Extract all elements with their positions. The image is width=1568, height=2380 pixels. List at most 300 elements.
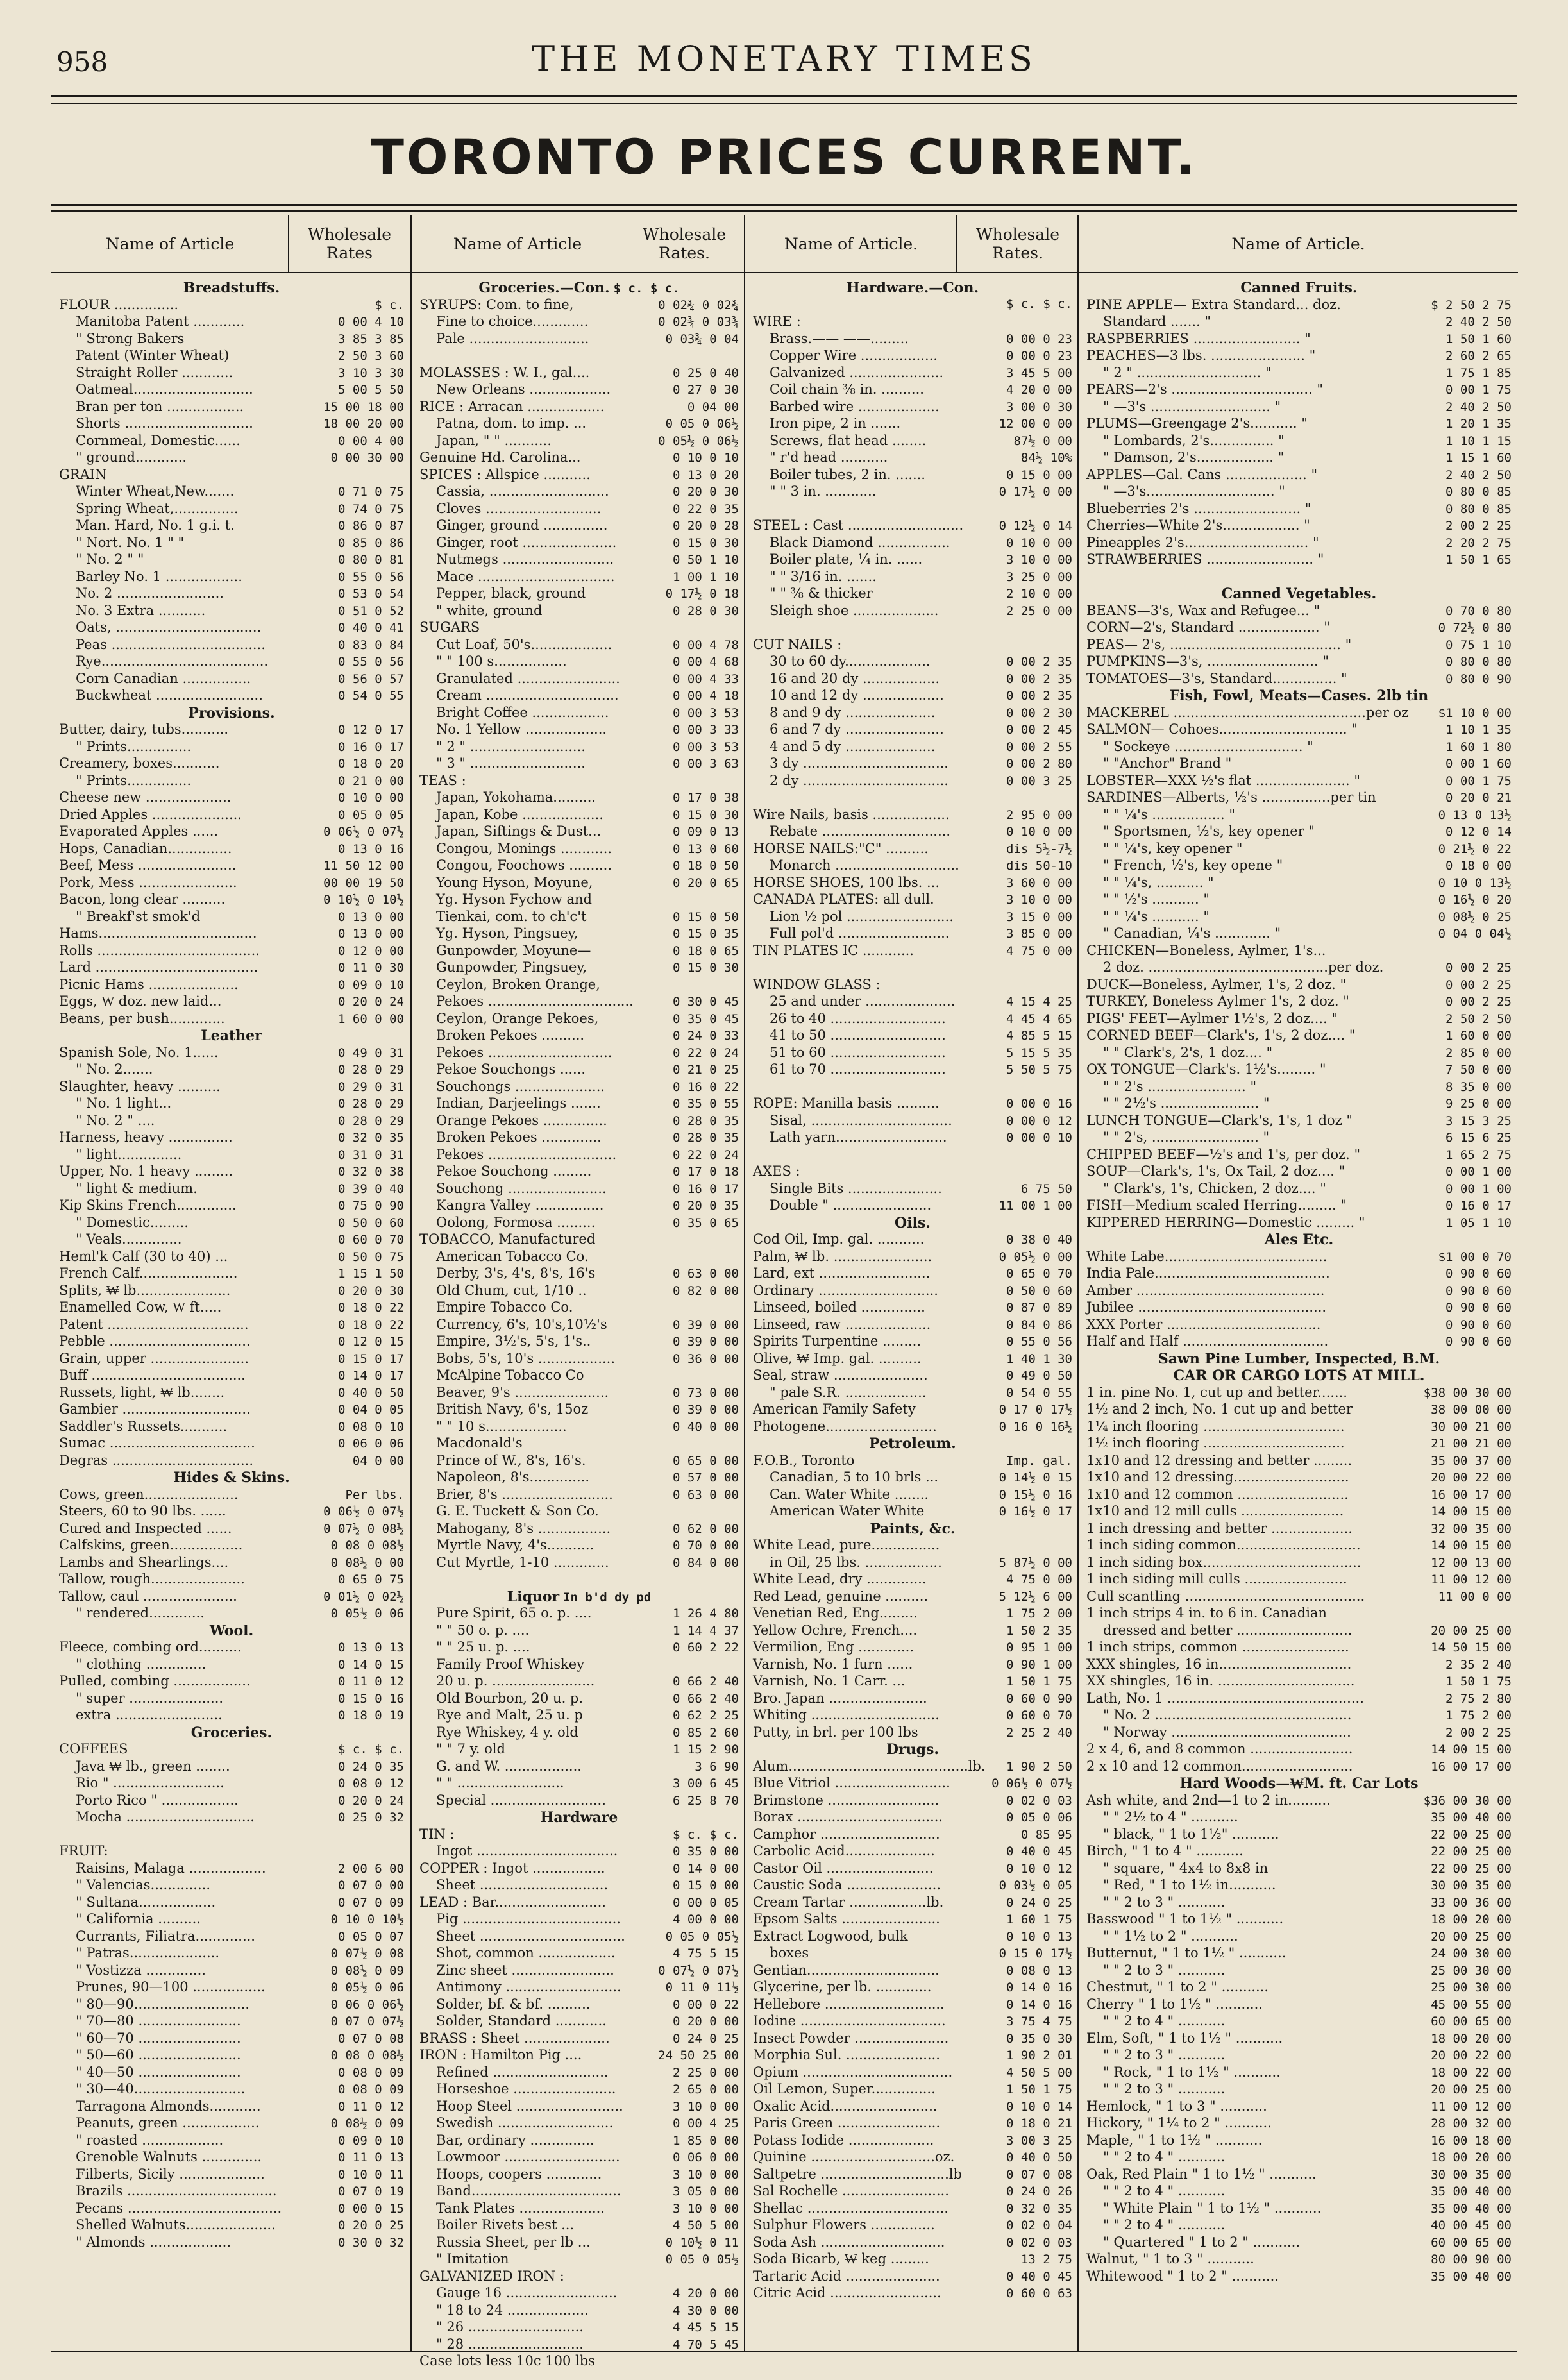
article-name: Seal, straw ......................: [753, 1367, 928, 1383]
article-name: " 40—50 ........................: [76, 2064, 241, 2080]
wholesale-rate: 0 35 0 55: [673, 1097, 739, 1111]
wholesale-rate: 0 15 0 30: [673, 536, 739, 550]
price-row: [59, 891, 404, 909]
article-name: Hams.....................................: [59, 925, 257, 941]
price-row: [419, 1453, 739, 1470]
article-name: Young Hyson, Moyune,: [436, 874, 593, 890]
price-row: [419, 1503, 739, 1521]
article-name: Linseed, boiled ...............: [753, 1299, 925, 1315]
wholesale-rate: 0 14 0 16: [1006, 1980, 1072, 1995]
wholesale-rate: 0 50 1 10: [673, 553, 739, 567]
wholesale-rate: 0 12 0 15: [338, 1335, 404, 1349]
wholesale-rate: 0 11 0 12: [338, 1675, 404, 1689]
wholesale-rate: 0 84 0 00: [673, 1555, 739, 1570]
price-row: [419, 1129, 739, 1147]
price-row: [419, 1691, 739, 1708]
wholesale-rate: 87½ 0 00: [1013, 434, 1072, 448]
article-name: Japan, Yokohama..........: [436, 789, 596, 805]
article-name: Peas ....................................: [76, 636, 266, 652]
price-row: [59, 1283, 404, 1300]
wholesale-rate: 20 00 22 00: [1431, 1471, 1512, 1485]
section-heading: [419, 1809, 739, 1827]
article-name: Buff ....................................: [59, 1367, 246, 1383]
article-name: No. 2 .........................: [76, 586, 224, 601]
article-name: Tartaric Acid ......................: [753, 2268, 940, 2284]
wholesale-rate: 22 00 25 00: [1431, 1827, 1512, 1842]
article-name: Kip Skins French..............: [59, 1197, 237, 1213]
article-name: Beef, Mess .......................: [59, 857, 237, 873]
price-row: [753, 1487, 1072, 1504]
wholesale-rate: 0 38 0 40: [1006, 1233, 1072, 1247]
wholesale-rate: 1 15 1 60: [1446, 451, 1512, 465]
article-name: " Strong Bakers: [76, 330, 185, 346]
wholesale-rate: 0 18 0 19: [338, 1709, 404, 1723]
price-row: [59, 297, 404, 314]
wholesale-rate: 2 20 2 75: [1446, 536, 1512, 550]
wholesale-rate: 0 40 0 00: [673, 1419, 739, 1434]
article-name: TEAS :: [419, 772, 466, 788]
wholesale-rate: 0 14 0 17: [338, 1369, 404, 1383]
price-row: [419, 1367, 739, 1385]
price-row: [419, 1317, 739, 1334]
wholesale-rate: 0 00 0 10: [1006, 1131, 1072, 1145]
article-name: " Prints...............: [76, 772, 192, 788]
article-name: " pale S.R. ...................: [770, 1384, 927, 1400]
article-name: Quinine .............................oz.: [753, 2149, 955, 2165]
section-heading: [1086, 1367, 1512, 1385]
price-row: [419, 1843, 739, 1861]
article-name: 1x10 and 12 mill culls ........................: [1086, 1503, 1344, 1519]
price-row: [419, 1962, 739, 1980]
price-row: [1086, 1265, 1512, 1283]
wholesale-rate: 0 10½ 0 11: [665, 2235, 739, 2250]
price-row: [1086, 382, 1512, 399]
price-row: [753, 1385, 1072, 1402]
price-row: [753, 518, 1072, 535]
article-name: India Pale.........................................: [1086, 1265, 1330, 1281]
price-row: [419, 2268, 739, 2286]
article-name: Pekoes ..................................: [436, 993, 634, 1009]
price-row: [59, 1605, 404, 1623]
wholesale-rate: 0 49 0 50: [1006, 1369, 1072, 1383]
price-row: [753, 586, 1072, 603]
article-name: XXX Porter ....................................: [1086, 1316, 1321, 1332]
price-row: [419, 2183, 739, 2200]
wholesale-rate: 1 50 1 75: [1006, 2082, 1072, 2097]
wholesale-rate: 5 15 5 35: [1006, 1045, 1072, 1060]
wholesale-rate: 3 10 0 00: [673, 2167, 739, 2182]
wholesale-rate: 0 14½ 0 15: [999, 1471, 1072, 1485]
wholesale-rate: 1 60 0 00: [338, 1011, 404, 1026]
article-name: No. 1 Yellow ...................: [436, 722, 607, 737]
wholesale-rate: 0 28 0 35: [673, 1113, 739, 1128]
price-row: [419, 959, 739, 977]
article-name: " 80—90...........................: [76, 1996, 250, 2012]
wholesale-rate: 30 00 21 00: [1431, 1419, 1512, 1434]
wholesale-rate: 7 50 0 00: [1446, 1063, 1512, 1077]
wholesale-rate: 1 20 1 35: [1446, 417, 1512, 431]
price-row: [1086, 2098, 1512, 2116]
wholesale-rate: 0 50 0 60: [338, 1215, 404, 1230]
article-name: Myrtle Navy, 4's...........: [436, 1537, 594, 1553]
wholesale-rate: 9 25 0 00: [1446, 1097, 1512, 1111]
article-name: PUMPKINS—3's, .......................... ": [1086, 654, 1329, 669]
wholesale-rate: 0 16 0 17: [673, 1181, 739, 1196]
article-name: 2 x 4, 6, and 8 common ........................: [1086, 1741, 1353, 1757]
column-header: [745, 215, 1079, 273]
wholesale-rate: 45 00 55 00: [1431, 1997, 1512, 2012]
wholesale-rate: 5 50 5 75: [1006, 1063, 1072, 1077]
article-name: Tienkai, com. to ch'c't: [436, 908, 587, 924]
article-name: " Sultana..................: [76, 1894, 216, 1910]
price-row: [753, 1996, 1072, 2014]
wholesale-rate: 11 00 0 00: [1438, 1589, 1512, 1604]
price-row: [1086, 1469, 1512, 1487]
wholesale-rate: 0 90 0 60: [1446, 1267, 1512, 1281]
price-row: [59, 1299, 404, 1317]
article-name: Cloves ...........................: [436, 500, 602, 516]
price-row: [419, 399, 739, 416]
article-name: Cod Oil, Imp. gal. ...........: [753, 1231, 925, 1247]
article-name: Rye.......................................: [76, 654, 269, 669]
masthead: THE MONETARY TIMES: [532, 38, 1036, 79]
wholesale-rate: 4 00 0 00: [673, 1912, 739, 1927]
wholesale-rate: 0 06½ 0 07½: [323, 1505, 404, 1519]
price-row: [753, 484, 1072, 501]
wholesale-rate: 0 63 0 00: [673, 1487, 739, 1502]
article-name: Fleece, combing ord..........: [59, 1639, 242, 1655]
article-name: Granulated ........................: [436, 670, 620, 686]
price-row: [59, 1435, 404, 1453]
article-name: TOMATOES—3's, Standard............... ": [1086, 670, 1347, 686]
wholesale-rate: 0 57 0 00: [673, 1471, 739, 1485]
article-name: Lowmoor ...........................: [436, 2149, 620, 2165]
price-row: [419, 331, 739, 348]
price-row: [419, 2251, 739, 2268]
wholesale-rate: 2 40 2 50: [1446, 468, 1512, 482]
wholesale-rate: Imp. gal.: [1006, 1453, 1072, 1468]
title-rule: [51, 204, 1517, 206]
wholesale-rate: 0 24 0 25: [1006, 1895, 1072, 1910]
article-name: Birch, " 1 to 4 " ...........: [1086, 1843, 1243, 1859]
wholesale-rate: 4 50 5 00: [673, 2218, 739, 2232]
wholesale-rate: 20 00 25 00: [1431, 2082, 1512, 2097]
wholesale-rate: 0 39 0 00: [673, 1317, 739, 1332]
article-name: Hoops, coopers .............: [436, 2166, 602, 2182]
price-row: [753, 1265, 1072, 1283]
wholesale-rate: 0 10 0 13: [1006, 1929, 1072, 1944]
wholesale-rate: dis 50-10: [1006, 859, 1072, 873]
article-name: CAR OR CARGO LOTS AT MILL.: [1173, 1367, 1425, 1384]
wholesale-rate: 0 55 0 56: [338, 570, 404, 584]
price-row: [59, 2217, 404, 2234]
price-row: [1086, 1147, 1512, 1164]
price-row: [753, 1877, 1072, 1895]
wholesale-rate: 0 15 0 00: [1006, 468, 1072, 482]
article-name: " " 2 to 3 " ...........: [1103, 1894, 1226, 1910]
wholesale-rate: 0 28 0 35: [673, 1131, 739, 1145]
price-row: [419, 1725, 739, 1742]
wholesale-rate: 0 10½ 0 10½: [323, 893, 404, 907]
article-name: " 2 " ...........................: [436, 738, 586, 754]
wholesale-rate: 18 00 22 00: [1431, 2065, 1512, 2080]
wholesale-rate: 16 00 18 00: [1431, 2133, 1512, 2148]
price-row: [59, 823, 404, 841]
article-name: Hardware: [540, 1809, 618, 1826]
article-name: Napoleon, 8's..............: [436, 1469, 590, 1485]
article-name: Paris Green ........................: [753, 2115, 940, 2131]
price-row: [1086, 755, 1512, 773]
article-name: " " 2½ to 4 " ...........: [1103, 1809, 1238, 1825]
wholesale-rate: 0 40 0 41: [338, 621, 404, 635]
wholesale-rate: 0 07 0 19: [338, 2184, 404, 2199]
price-row: [1086, 569, 1512, 586]
wholesale-rate: 0 05 0 06½: [665, 417, 739, 431]
article-name: Galvanized ......................: [770, 364, 944, 380]
wholesale-rate: In b'd dy pd: [563, 1590, 652, 1605]
wholesale-rate: 0 13 0 00: [338, 909, 404, 924]
wholesale-rate: 0 02¾ 0 03¾: [658, 315, 739, 329]
wholesale-rate: 4 20 0 00: [673, 2286, 739, 2300]
wholesale-rate: 0 20 0 24: [338, 1793, 404, 1808]
price-row: [419, 620, 739, 637]
wholesale-rate: 2 75 2 80: [1446, 1691, 1512, 1706]
price-row: [753, 1333, 1072, 1351]
article-name: Case lots less 10c 100 lbs: [419, 2353, 595, 2368]
article-name: Eggs, ₩ doz. new laid...: [59, 993, 222, 1009]
price-row: [59, 1181, 404, 1198]
article-name: Harness, heavy ...............: [59, 1129, 233, 1145]
price-row: [753, 1979, 1072, 1996]
article-name: Liquor: [507, 1588, 560, 1605]
price-row: [59, 331, 404, 348]
article-name: 1½ and 2 inch, No. 1 cut up and better: [1086, 1401, 1353, 1417]
article-name: " " Clark's, 2's, 1 doz.... ": [1103, 1044, 1273, 1060]
article-name: Sleigh shoe ....................: [770, 602, 939, 618]
wholesale-rate: 1 10 1 15: [1446, 434, 1512, 448]
article-name: " light...............: [76, 1146, 182, 1162]
wholesale-rate: 0 17½ 0 18: [665, 587, 739, 601]
article-name: Java ₩ lb., green ........: [76, 1758, 230, 1774]
price-row: [1086, 1521, 1512, 1538]
article-name: BEANS—3's, Wax and Refugee... ": [1086, 602, 1320, 618]
price-column-3: [744, 215, 1079, 2351]
price-row: [1086, 2268, 1512, 2286]
article-name: " " 7 y. old: [436, 1741, 505, 1757]
article-name: " Veals..............: [76, 1231, 182, 1247]
price-row: [753, 2030, 1072, 2048]
article-name: Maple, " 1 to 1½ " ...........: [1086, 2132, 1263, 2148]
wholesale-rate: 0 40 0 45: [1006, 2269, 1072, 2284]
article-name: 1 inch strips, common .........................: [1086, 1639, 1349, 1655]
article-name: BRASS : Sheet ....................: [419, 2030, 610, 2046]
article-name: Hoop Steel .........................: [436, 2098, 623, 2114]
price-row: [419, 1469, 739, 1487]
wholesale-rate: 4 75 5 15: [673, 1946, 739, 1961]
article-name: in Oil, 25 lbs. ..................: [770, 1554, 942, 1570]
wholesale-rate: 0 05 0 06: [1006, 1810, 1072, 1825]
article-name: Spring Wheat,...............: [76, 500, 239, 516]
wholesale-rate: 0 21 0 00: [338, 773, 404, 788]
article-name: Oils.: [895, 1214, 931, 1231]
article-name: 41 to 50 ...........................: [770, 1027, 946, 1043]
price-row: [59, 959, 404, 977]
article-name: " 50—60 ........................: [76, 2047, 241, 2063]
article-name: Congou, Monings ............: [436, 840, 612, 856]
article-name: Cassia, ............................: [436, 484, 609, 499]
price-row: [753, 2268, 1072, 2286]
article-name: Epsom Salts .......................: [753, 1911, 940, 1927]
price-row: [59, 1215, 404, 1232]
article-name: Bar, ordinary ...............: [436, 2132, 594, 2148]
article-name: WINDOW GLASS :: [753, 976, 881, 992]
price-row: [419, 1707, 739, 1725]
article-name: Sheet ..............................: [436, 1877, 609, 1893]
article-name: 1 inch siding box.....................................: [1086, 1554, 1361, 1570]
wholesale-rate: 0 24 0 35: [338, 1759, 404, 1774]
article-name: " 30—40..........................: [76, 2081, 246, 2097]
wholesale-rate: 0 07 0 08: [338, 2031, 404, 2046]
article-name: Morphia Sul. ......................: [753, 2047, 940, 2063]
price-row: [59, 1911, 404, 1928]
price-column-4: [1077, 215, 1518, 2351]
price-row: [753, 1605, 1072, 1623]
wholesale-rate: 1 65 2 75: [1446, 1147, 1512, 1162]
article-name: " " 2 to 3 " ...........: [1103, 2081, 1226, 2097]
wholesale-rate: $36 00 30 00: [1423, 1793, 1512, 1808]
wholesale-rate: 0 55 0 56: [1006, 1335, 1072, 1349]
price-row: [59, 399, 404, 416]
wholesale-rate: 0 39 0 40: [338, 1181, 404, 1196]
section-heading: [1086, 586, 1512, 603]
wholesale-rate: 0 00 0 23: [1006, 332, 1072, 346]
wholesale-rate: 2 00 2 25: [1446, 519, 1512, 533]
wholesale-rate: 0 10 0 11: [338, 2167, 404, 2182]
price-row: [419, 909, 739, 926]
wholesale-rate: 1 90 2 50: [1006, 1759, 1072, 1774]
price-row: [419, 1197, 739, 1215]
article-name: Ginger, ground ...............: [436, 518, 608, 533]
wholesale-rate: 1 50 1 75: [1446, 1675, 1512, 1689]
price-row: [419, 1147, 739, 1164]
wholesale-rate: 0 60 0 70: [338, 1233, 404, 1247]
wholesale-rate: 0 11 0 13: [338, 2150, 404, 2165]
price-row: [419, 1435, 739, 1453]
article-name: Currency, 6's, 10's,10½'s: [436, 1316, 607, 1332]
article-name: SARDINES—Alberts, ½'s ................per tin: [1086, 789, 1376, 805]
price-row: [753, 2081, 1072, 2098]
wholesale-rate: 6 75 50: [1020, 1181, 1072, 1196]
price-row: [753, 1895, 1072, 1912]
article-name: Sheet ..................................: [436, 1928, 625, 1944]
article-name: Mahogany, 8's .................: [436, 1520, 611, 1536]
wholesale-rate: 0 50 0 60: [1006, 1283, 1072, 1298]
article-name: White Labe......................................: [1086, 1248, 1328, 1264]
article-name: 25 and under .....................: [770, 993, 956, 1009]
title-rule: [51, 210, 1517, 212]
price-row: [1086, 875, 1512, 892]
price-row: [1086, 1317, 1512, 1334]
wholesale-rate: 0 22 0 24: [673, 1045, 739, 1060]
price-row: [419, 993, 739, 1011]
price-row: [1086, 1928, 1512, 1946]
price-row: [1086, 1095, 1512, 1113]
price-row: [753, 1061, 1072, 1079]
article-name: LUNCH TONGUE—Clark's, 1's, 1 doz ": [1086, 1112, 1353, 1128]
wholesale-rate: 2 95 0 00: [1006, 807, 1072, 822]
price-row: [59, 688, 404, 705]
article-name: Lion ½ pol .........................: [770, 908, 954, 924]
wholesale-rate: 0 51 0 52: [338, 603, 404, 618]
article-name: FISH—Medium scaled Herring......... ": [1086, 1197, 1347, 1213]
price-row: [419, 2098, 739, 2116]
wholesale-rate: 18 00 20 00: [1431, 1912, 1512, 1927]
wholesale-rate: 0 56 0 57: [338, 671, 404, 686]
wholesale-rate: 0 66 2 40: [673, 1675, 739, 1689]
wholesale-rate: 0 84 0 86: [1006, 1317, 1072, 1332]
article-name: XX shingles, 16 in. ................................: [1086, 1673, 1355, 1689]
wholesale-rate: $1 00 0 70: [1438, 1249, 1512, 1264]
article-name: Nutmegs ..........................: [436, 552, 614, 567]
price-row: [419, 2319, 739, 2336]
wholesale-rate: 0 00 4 00: [338, 434, 404, 448]
price-row: [419, 1928, 739, 1946]
article-name: Solder, bf. & bf. ..........: [436, 1996, 591, 2012]
article-name: Refined ...........................: [436, 2064, 609, 2080]
article-name: 1 inch dressing and better ...................: [1086, 1520, 1353, 1536]
price-row: [1086, 552, 1512, 569]
price-row: [1086, 1571, 1512, 1589]
price-row: [1086, 467, 1512, 484]
wholesale-rate: 35 00 40 00: [1431, 1810, 1512, 1825]
article-name: Beaver, 9's ......................: [436, 1384, 609, 1400]
price-row: [1086, 603, 1512, 620]
article-name: Souchongs .....................: [436, 1078, 605, 1094]
article-name: Red Lead, genuine ..........: [753, 1588, 929, 1604]
wholesale-rate: 0 06½ 0 07½: [323, 825, 404, 839]
price-row: [753, 925, 1072, 943]
article-name: " French, ½'s, key opene ": [1103, 857, 1283, 873]
article-name: Lath, No. 1 ..............................................: [1086, 1690, 1364, 1706]
price-row: [419, 1299, 739, 1317]
wholesale-rate: 4 70 5 45: [673, 2337, 739, 2352]
article-name: " black, " 1 to 1½" ...........: [1103, 1826, 1279, 1842]
wholesale-rate: 0 74 0 75: [338, 502, 404, 516]
price-row: [59, 314, 404, 331]
price-row: [753, 722, 1072, 739]
wholesale-rate: 0 17 0 38: [673, 791, 739, 805]
wholesale-rate: 0 60 0 90: [1006, 1691, 1072, 1706]
wholesale-rate: 0 36 0 00: [673, 1351, 739, 1366]
wholesale-rate: 15 00 18 00: [323, 400, 404, 414]
wholesale-rate: 4 75 0 00: [1006, 943, 1072, 958]
article-name: Swedish ...........................: [436, 2115, 614, 2131]
wholesale-rate: dis 5½-7½: [1006, 841, 1072, 856]
wholesale-rate: 6 25 8 70: [673, 1793, 739, 1808]
price-row: [59, 1843, 404, 1861]
article-name: Bright Coffee ..................: [436, 704, 609, 720]
wholesale-rate: 0 07½ 0 08: [330, 1946, 404, 1961]
price-row: [419, 2064, 739, 2082]
wholesale-rate: 32 00 35 00: [1431, 1521, 1512, 1536]
price-row: [753, 891, 1072, 909]
wholesale-rate: 0 31 0 31: [338, 1147, 404, 1162]
price-row: [59, 1877, 404, 1895]
wholesale-rate: 1 60 0 00: [1446, 1029, 1512, 1043]
rates-label-line: Rates.: [659, 244, 710, 262]
wholesale-rate: 0 04 00: [687, 400, 739, 414]
price-row: [753, 2217, 1072, 2234]
